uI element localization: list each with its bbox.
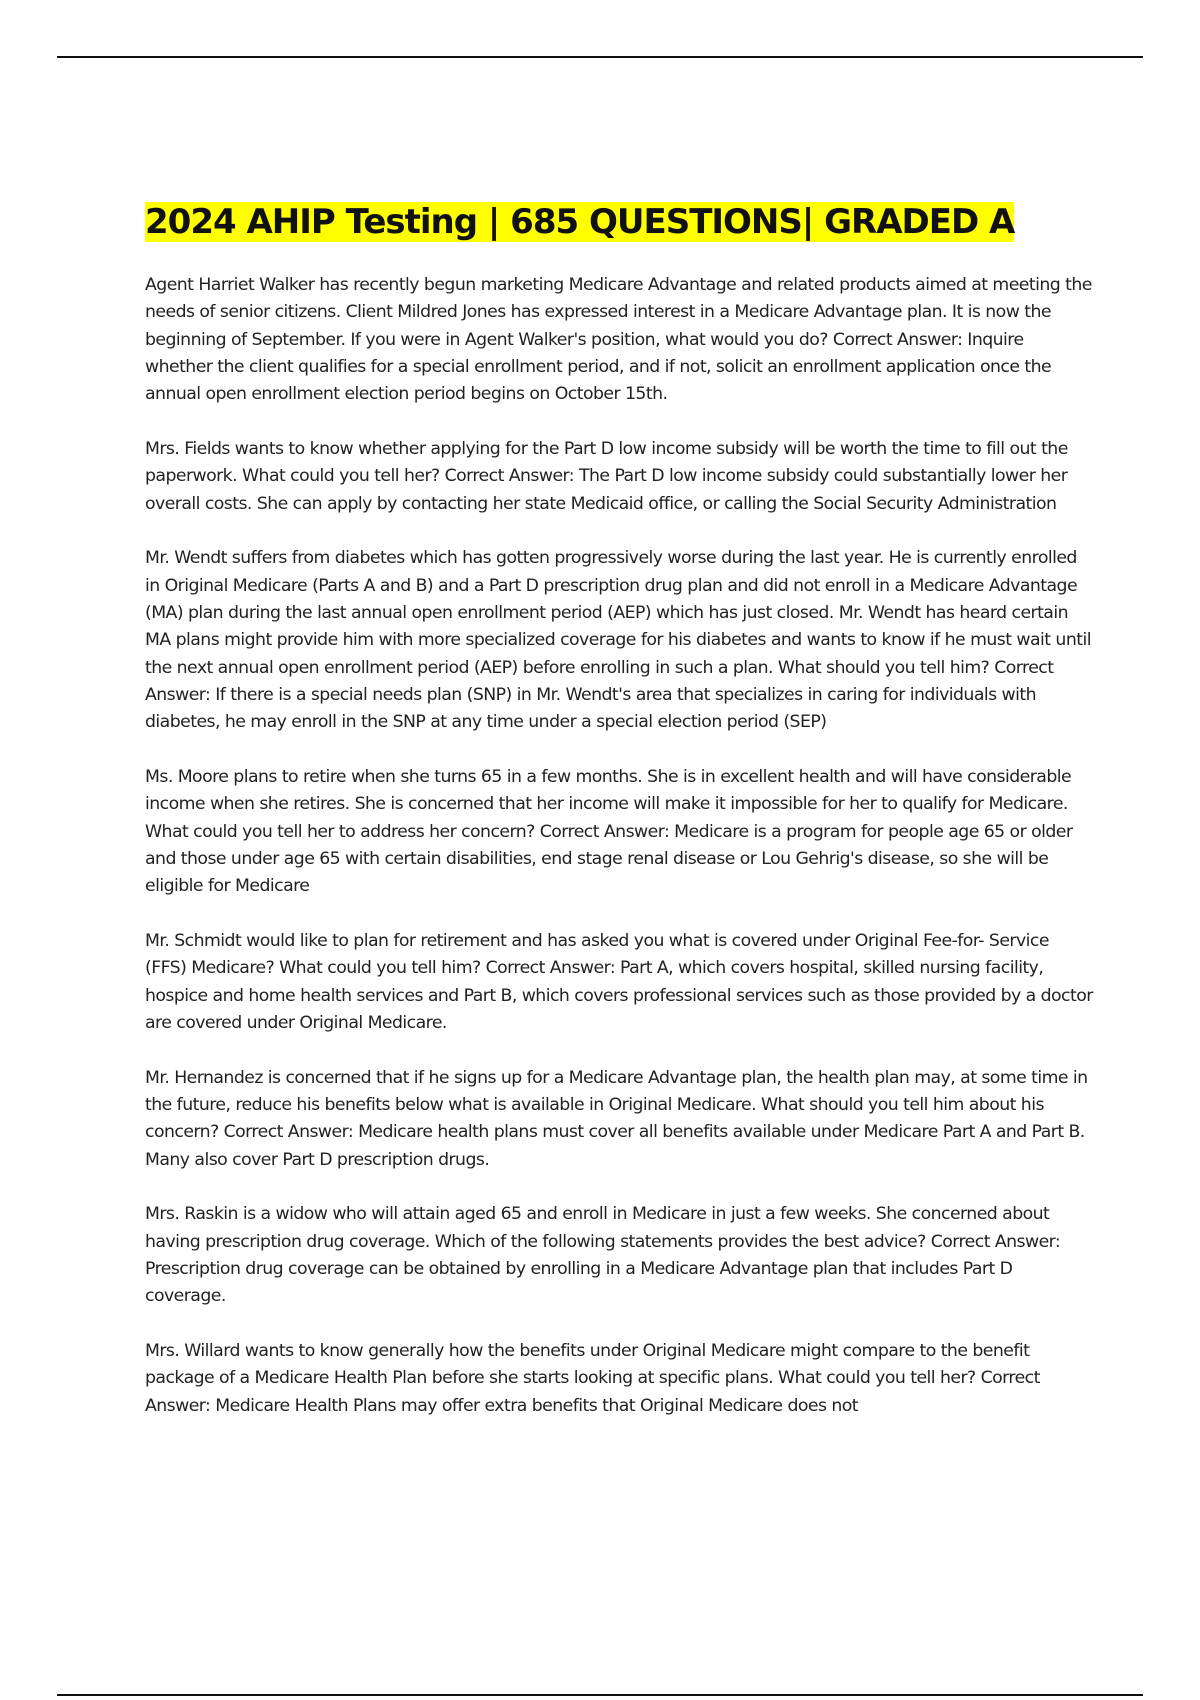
qa-item-3 [145, 545, 1095, 736]
document-body [145, 198, 1095, 1447]
qa-item-6 [145, 1065, 1095, 1174]
question-text: Mr. Wendt suffers from diabetes which has gotten progressively worse during the last year. He is currently enrolled in Original Medicare (Parts A and B) and a Part D prescription drug plan and did not enroll in a Medicare Advantage (MA) plan during the last annual open enrollment period (AEP) which has just closed. Mr. Wendt has heard certain MA plans might provide him with more specialized coverage for his diabetes and wants to know if he must wait until the next annual open enrollment period (AEP) before enrolling in such a plan. What should you tell him? [145, 548, 1091, 678]
bottom-rule [57, 1694, 1143, 1696]
qa-item-4 [145, 764, 1095, 900]
top-rule [57, 56, 1143, 58]
answer-text: Correct Answer: Inquire whether the client qualifies for a special enrollment period, and if not, solicit an enrollment application once the annual open enrollment election period begins on October 15th. [145, 329, 1052, 405]
answer-text: Correct Answer: The Part D low income subsidy could substantially lower her overall costs. She can apply by contacting her state Medicaid office, or calling the Social Security Administration [145, 466, 1068, 514]
answer-text: Correct Answer: Part A, which covers hospital, skilled nursing facility, hospice and home health services and Part B, which covers professional services such as those provided by a doctor are covered under Original Medicare. [145, 958, 1093, 1033]
answer-text: Correct Answer: Medicare health plans must cover all benefits available under Medicare Part A and Part B. Many also cover Part D prescription drugs. [145, 1122, 1085, 1170]
question-text: Mrs. Fields wants to know whether applying for the Part D low income subsidy will be worth the time to fill out the paperwork. What could you tell her? [145, 438, 1068, 487]
answer-text: Correct Answer: If there is a special needs plan (SNP) in Mr. Wendt's area that specializes in caring for individuals with diabetes, he may enroll in the SNP at any time under a special election period (SEP) [145, 657, 1054, 733]
question-text: Mrs. Willard wants to know generally how the benefits under Original Medicare might compare to the benefit package of a Medicare Health Plan before she starts looking at specific plans. What could you tell her? [145, 1341, 1030, 1389]
qa-item-7 [145, 1201, 1095, 1310]
answer-text: Correct Answer: Prescription drug coverage can be obtained by enrolling in a Medicare Advantage plan that includes Part D coverage. [145, 1231, 1061, 1307]
question-text: Ms. Moore plans to retire when she turns 65 in a few months. She is in excellent health and will have considerable income when she retires. She is concerned that her income will make it impossible for her to qualify for Medicare. What could you tell her to address her concern? [145, 766, 1072, 842]
qa-item-2 [145, 436, 1095, 518]
qa-item-1 [145, 272, 1095, 408]
document-title [145, 198, 1014, 246]
question-text: Mr. Schmidt would like to plan for retirement and has asked you what is covered under Original Fee-for- Service (FFS) Medicare? What could you tell him? [145, 930, 1049, 979]
title-highlight: 2024 AHIP Testing | 685 QUESTIONS| GRADED A [145, 202, 1015, 242]
qa-item-5 [145, 928, 1095, 1037]
question-text: Mrs. Raskin is a widow who will attain aged 65 and enroll in Medicare in just a few weeks. She concerned about having prescription drug coverage. Which of the following statements provides the best advice? [145, 1204, 1050, 1252]
question-text: Agent Harriet Walker has recently begun marketing Medicare Advantage and related products aimed at meeting the needs of senior citizens. Client Mildred Jones has expressed interest in a Medicare Advantage plan. It is now the beginning of September. If you were in Agent Walker's position, what would you do? [145, 275, 1092, 350]
question-text: Mr. Hernandez is concerned that if he signs up for a Medicare Advantage plan, the health plan may, at some time in the future, reduce his benefits below what is available in Original Medicare. What should you tell him about his concern? [145, 1067, 1088, 1143]
answer-text: Correct Answer: Medicare is a program for people age 65 or older and those under age 65 with certain disabilities, end stage renal disease or Lou Gehrig's disease, so she will be eligible for Medicare [145, 821, 1073, 897]
answer-text: Correct Answer: Medicare Health Plans may offer extra benefits that Original Medicare does not [145, 1368, 1040, 1416]
qa-item-8 [145, 1338, 1095, 1420]
